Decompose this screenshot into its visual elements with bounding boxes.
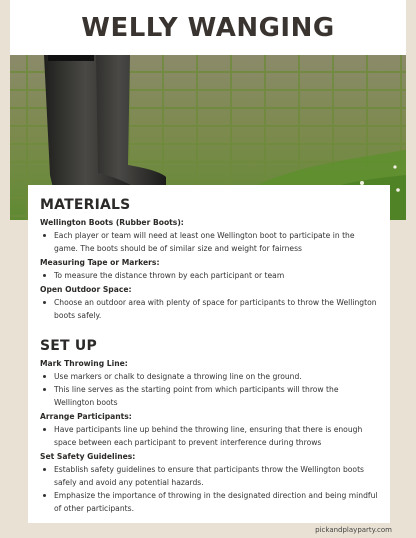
setup-group-label: Mark Throwing Line: xyxy=(40,359,128,368)
list-item: Choose an outdoor area with plenty of space for participants to throw the Wellington boots safely. xyxy=(40,296,378,322)
list-item: Use markers or chalk to designate a throwing line on the ground. xyxy=(40,370,378,383)
materials-list xyxy=(40,269,378,282)
materials-list xyxy=(40,229,378,255)
materials-group-label: Wellington Boots (Rubber Boots): xyxy=(40,218,184,227)
setup-group-label: Arrange Participants: xyxy=(40,412,132,421)
list-item: Establish safety guidelines to ensure that participants throw the Wellington boots safely and avoid any potential hazards. xyxy=(40,463,378,489)
materials-list xyxy=(40,296,378,322)
title-card xyxy=(10,0,406,55)
list-item: Each player or team will need at least one Wellington boot to participate in the game. The boots should be of similar size and weight for fairness xyxy=(40,229,378,255)
list-item: Emphasize the importance of throwing in the designated direction and being mindful of other participants. xyxy=(40,489,378,515)
materials-group-label: Open Outdoor Space: xyxy=(40,285,132,294)
setup-group-label: Set Safety Guidelines: xyxy=(40,452,136,461)
materials-group-label: Measuring Tape or Markers: xyxy=(40,258,160,267)
setup-heading: SET UP xyxy=(40,338,97,354)
page-title: WELLY WANGING xyxy=(81,12,335,43)
materials-heading: MATERIALS xyxy=(40,197,131,213)
content-card xyxy=(28,185,390,523)
footer-website: pickandplayparty.com xyxy=(315,526,392,534)
setup-list xyxy=(40,370,378,409)
list-item: To measure the distance thrown by each participant or team xyxy=(40,269,378,282)
list-item: This line serves as the starting point from which participants will throw the Wellington boots xyxy=(40,383,378,409)
list-item: Have participants line up behind the throwing line, ensuring that there is enough space between each participant to prevent interference during throws xyxy=(40,423,378,449)
setup-list xyxy=(40,423,378,449)
setup-list xyxy=(40,463,378,515)
